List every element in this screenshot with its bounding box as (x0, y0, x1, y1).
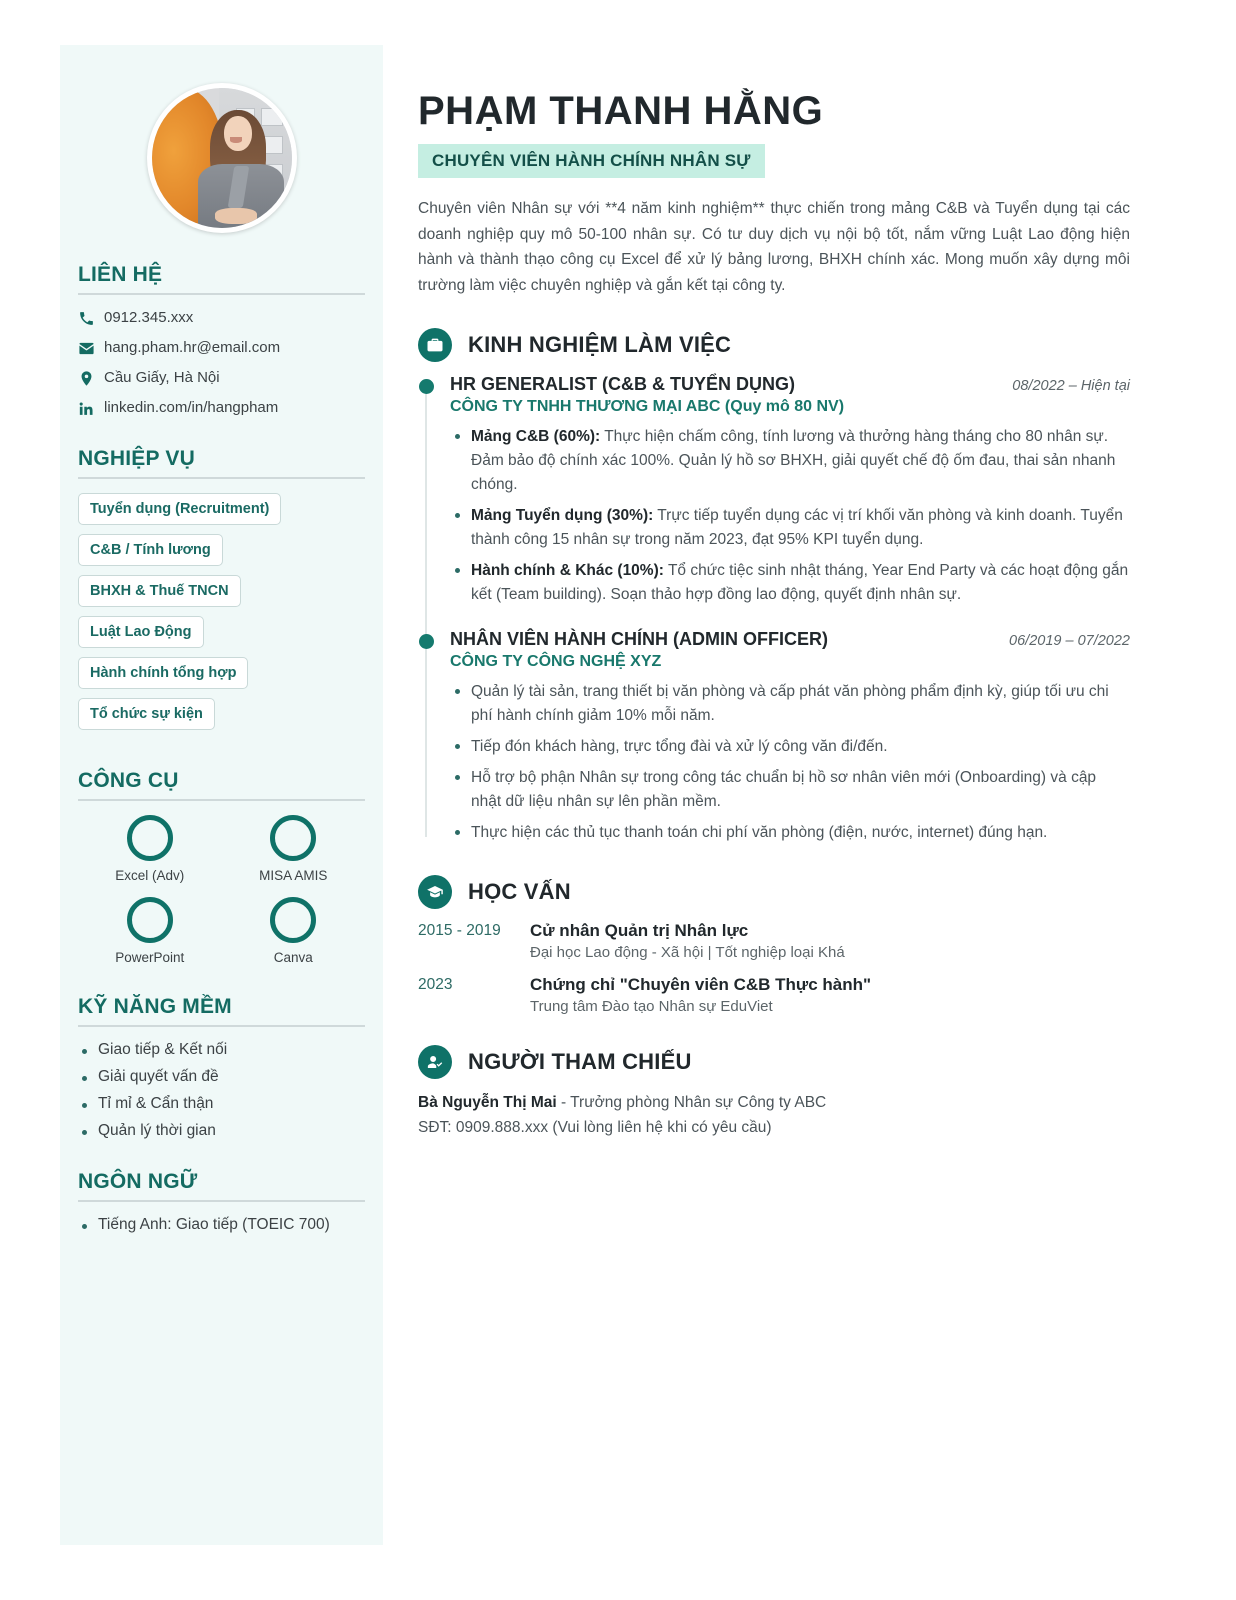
reference-role: - Trưởng phòng Nhân sự Công ty ABC (556, 1094, 827, 1112)
expertise-tag[interactable]: Tuyển dụng (Recruitment) (78, 493, 281, 525)
soft-skills-title: KỸ NĂNG MỀM (78, 995, 232, 1018)
list-item: Giải quyết vấn đề (78, 1068, 365, 1086)
job-point-text: Trực tiếp tuyển dụng các vị trí khối văn phòng và kinh doanh. Tuyển thành công 15 nhân sự trong năm 2023, đạt 95% KPI tuyển dụng. (471, 507, 1123, 549)
job-point: Thực hiện các thủ tục thanh toán chi phí văn phòng (điện, nước, internet) đúng hạn. (450, 821, 1130, 845)
linkedin-icon (78, 400, 104, 417)
expertise-tag[interactable]: Luật Lao Động (78, 616, 204, 648)
list-item: Tỉ mỉ & Cẩn thận (78, 1095, 365, 1113)
user-check-icon (418, 1045, 452, 1079)
job-company: CÔNG TY CÔNG NGHỆ XYZ (450, 653, 662, 671)
job-points (450, 680, 1130, 845)
profile-photo (152, 88, 292, 228)
contact-location-value: Cầu Giấy, Hà Nội (104, 369, 220, 386)
job-point-lead: Mảng C&B (60%): (471, 428, 601, 446)
list-item: Giao tiếp & Kết nối (78, 1041, 365, 1059)
profile-summary: Chuyên viên Nhân sự với **4 năm kinh nghiệm** thực chiến trong mảng C&B và Tuyển dụng tại các doanh nghiệp quy mô 50-100 nhân sự. Có tư duy dịch vụ nội bộ tốt, nắm vững Luật Lao động hiện hành và thành thạo công cụ Excel để xử lý bảng lương, BHXH chính xác. Mong muốn xây dựng môi trường làm việc chuyên nghiệp và gắn kết tại công ty. (418, 200, 1130, 294)
page-title: PHẠM THANH HẰNG (418, 89, 824, 133)
expertise-section (78, 447, 365, 739)
envelope-icon (78, 340, 104, 357)
progress-ring-icon (270, 897, 316, 943)
expertise-tag[interactable]: C&B / Tính lương (78, 534, 223, 566)
briefcase-icon (418, 328, 452, 362)
experience-title: KINH NGHIỆM LÀM VIỆC (468, 332, 732, 358)
progress-ring-icon (270, 815, 316, 861)
expertise-tag[interactable]: Tổ chức sự kiện (78, 698, 215, 730)
job-point-text: Tổ chức tiệc sinh nhật tháng, Year End Party và các hoạt động gắn kết (Team building). Soạn thảo hợp đồng lao động, quyết định nhân sự. (471, 562, 1129, 604)
contact-item-linkedin[interactable] (78, 399, 365, 417)
job-point: Quản lý tài sản, trang thiết bị văn phòng và cấp phát văn phòng phẩm định kỳ, giúp tối ưu chi phí hành chính giảm 10% mỗi năm. (450, 680, 1130, 728)
progress-ring-icon (127, 897, 173, 943)
tools-section (78, 769, 365, 965)
job-date: 08/2022 – Hiện tại (1012, 378, 1130, 395)
contact-title: LIÊN HỆ (78, 263, 163, 286)
education-header (418, 875, 1130, 909)
phone-icon (78, 310, 104, 327)
tool-label: Excel (Adv) (115, 868, 185, 883)
education-entry (418, 975, 1130, 1015)
education-degree: Cử nhân Quản trị Nhân lực (530, 921, 749, 941)
languages-list (78, 1216, 365, 1234)
avatar (147, 83, 297, 233)
job-point (450, 504, 1130, 552)
education-year: 2015 - 2019 (418, 922, 501, 940)
expertise-title: NGHIỆP VỤ (78, 447, 195, 470)
education-degree: Chứng chỉ "Chuyên viên C&B Thực hành" (530, 975, 872, 995)
references-body (418, 1091, 1130, 1141)
tool-label: Canva (273, 950, 313, 965)
tool-item (115, 897, 184, 965)
divider (78, 477, 365, 479)
contact-email-value: hang.pham.hr@email.com (104, 339, 281, 356)
references-title: NGƯỜI THAM CHIẾU (468, 1049, 692, 1075)
job-company: CÔNG TY TNHH THƯƠNG MẠI ABC (Quy mô 80 NV) (450, 398, 845, 416)
expertise-tag[interactable]: BHXH & Thuế TNCN (78, 575, 241, 607)
experience-timeline (418, 374, 1130, 845)
education-title: HỌC VẤN (468, 879, 571, 905)
contact-item-phone[interactable] (78, 309, 365, 327)
languages-section (78, 1170, 365, 1234)
main-content (418, 90, 1130, 1141)
reference-person (418, 1091, 1130, 1116)
education-entry (418, 921, 1130, 961)
divider (78, 799, 365, 801)
education-list (418, 921, 1130, 1015)
references-header (418, 1045, 1130, 1079)
tools-grid (78, 815, 365, 965)
education-year: 2023 (418, 976, 453, 994)
divider (78, 1025, 365, 1027)
reference-phone: SĐT: 0909.888.xxx (Vui lòng liên hệ khi có yêu cầu) (418, 1119, 772, 1137)
job-point-lead: Hành chính & Khác (10%): (471, 562, 664, 580)
job-points (450, 425, 1130, 607)
experience-header (418, 328, 1130, 362)
job-title: NHÂN VIÊN HÀNH CHÍNH (ADMIN OFFICER) (450, 629, 828, 650)
contact-section (78, 263, 365, 417)
tool-item (270, 897, 316, 965)
role-badge: CHUYÊN VIÊN HÀNH CHÍNH NHÂN SỰ (418, 144, 765, 178)
job-point-text: Thực hiện chấm công, tính lương và thưởng hàng tháng cho 80 nhân sự. Đảm bảo độ chính xác 100%. Quản lý hồ sơ BHXH, giải quyết chế độ ốm đau, thai sản nhanh chóng. (471, 428, 1116, 494)
tool-label: PowerPoint (115, 950, 185, 965)
divider (78, 1200, 365, 1202)
divider (78, 293, 365, 295)
education-detail: Trung tâm Đào tạo Nhân sự EduViet (530, 998, 773, 1016)
soft-skills-list (78, 1041, 365, 1140)
list-item: Tiếng Anh: Giao tiếp (TOEIC 700) (78, 1216, 365, 1234)
job-point (450, 559, 1130, 607)
tool-item (259, 815, 327, 883)
soft-skills-section (78, 995, 365, 1140)
tools-title: CÔNG CỤ (78, 769, 179, 792)
job-point-lead: Mảng Tuyển dụng (30%): (471, 507, 654, 525)
list-item: Quản lý thời gian (78, 1122, 365, 1140)
contact-linkedin-value: linkedin.com/in/hangpham (104, 399, 279, 416)
contact-item-email[interactable] (78, 339, 365, 357)
progress-ring-icon (127, 815, 173, 861)
job-title: HR GENERALIST (C&B & TUYỂN DỤNG) (450, 374, 795, 395)
contact-item-location[interactable] (78, 369, 365, 387)
sidebar (60, 45, 383, 1545)
expertise-tag[interactable]: Hành chính tổng hợp (78, 657, 248, 689)
location-pin-icon (78, 370, 104, 387)
contact-phone-value: 0912.345.xxx (104, 309, 194, 326)
job-point: Tiếp đón khách hàng, trực tổng đài và xử lý công văn đi/đến. (450, 735, 1130, 759)
languages-title: NGÔN NGỮ (78, 1170, 198, 1193)
job-point: Hỗ trợ bộ phận Nhân sự trong công tác chuẩn bị hồ sơ nhân viên mới (Onboarding) và cập nhật dữ liệu nhân sự lên phần mềm. (450, 766, 1130, 814)
graduation-cap-icon (418, 875, 452, 909)
expertise-tag-list (78, 493, 365, 739)
tool-label: MISA AMIS (259, 868, 328, 883)
reference-name: Bà Nguyễn Thị Mai (418, 1094, 557, 1112)
experience-entry (450, 374, 1130, 607)
job-date: 06/2019 – 07/2022 (1009, 633, 1130, 650)
job-point (450, 425, 1130, 497)
tool-item (115, 815, 184, 883)
experience-entry (450, 629, 1130, 845)
education-detail: Đại học Lao động - Xã hội | Tốt nghiệp loại Khá (530, 944, 845, 962)
